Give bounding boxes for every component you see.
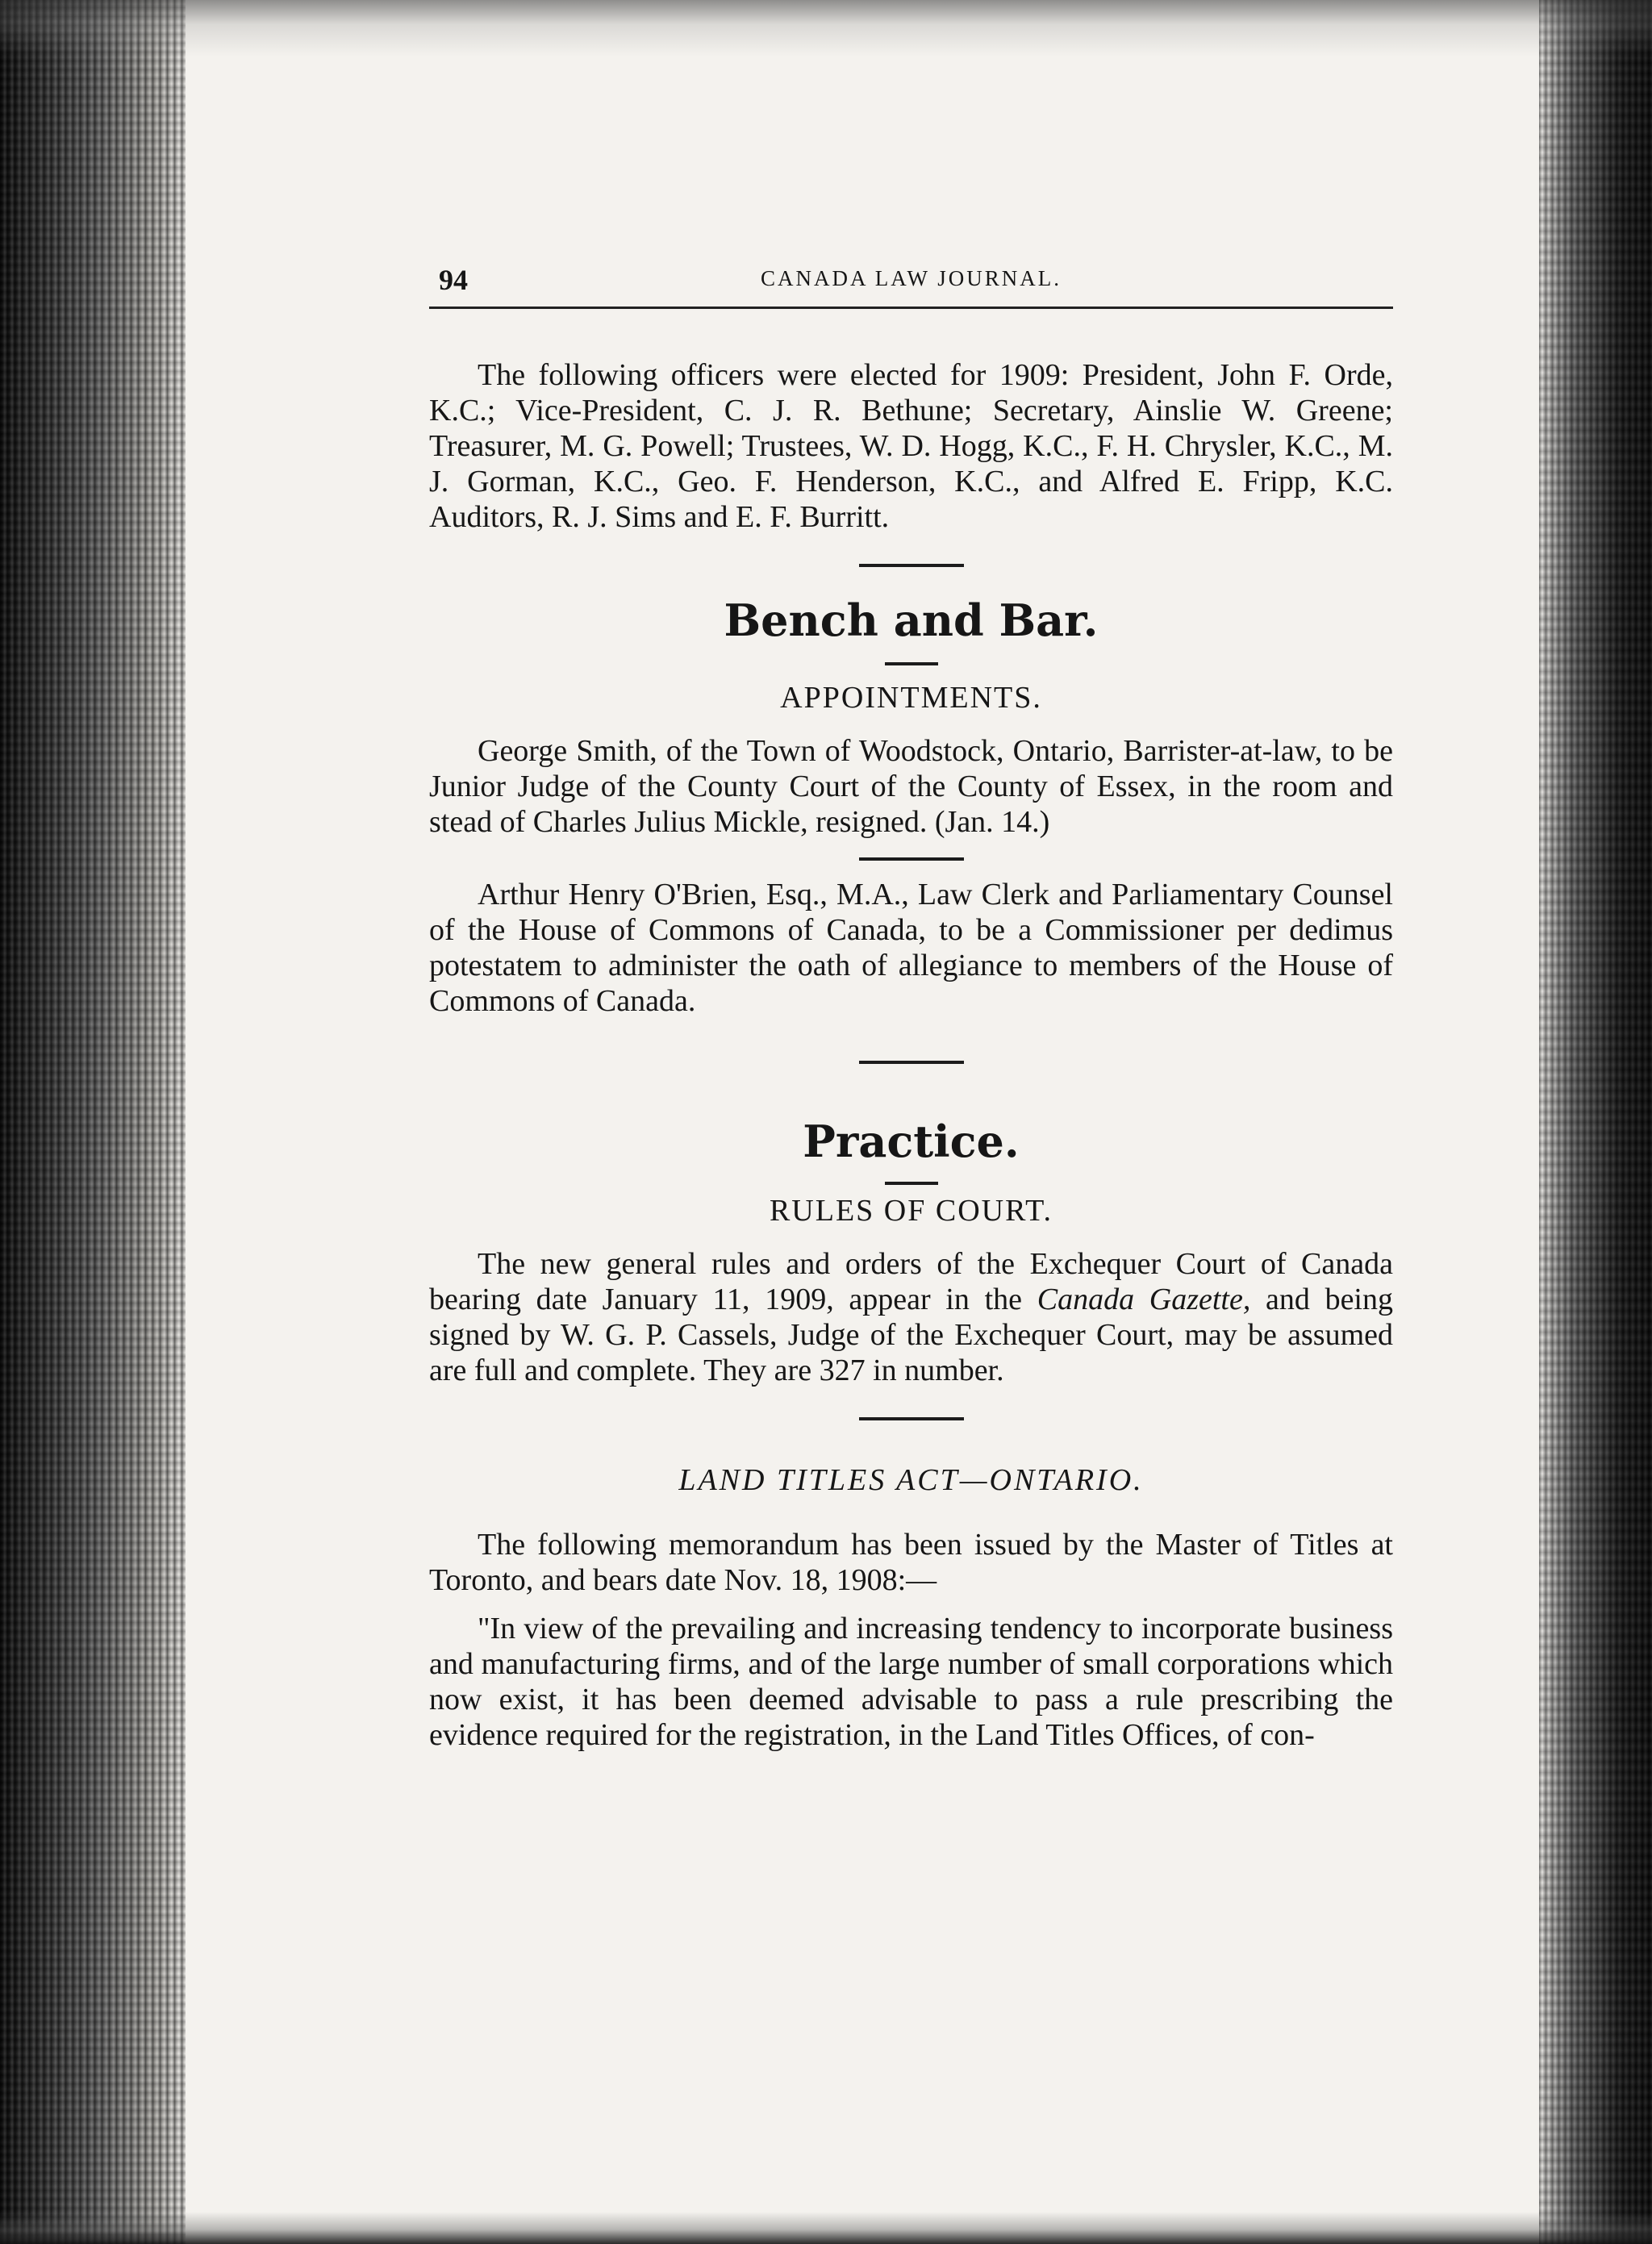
title-divider [885,662,938,665]
appointment-smith: George Smith, of the Town of Woodstock, Ontario, Barrister-at-law, to be Junior Judge of the County Court of the County of Essex, in the room and stead of Charles Julius Mickle, resigned. (Jan. 14.) [429,734,1393,839]
section-divider [859,1061,964,1064]
running-head [429,258,1393,309]
page-content [429,258,1393,1753]
appointment-divider [859,857,964,861]
bench-and-bar-title: Bench and Bar. [724,594,1099,646]
section-divider [859,1417,964,1420]
rules-text-start: The new general rules and orders of the Exchequer Court of Canada bearing date January 11, 1909, appear in the [429,1247,1393,1316]
journal-title: CANADA LAW JOURNAL. [760,266,1062,290]
appointment-obrien: Arthur Henry O'Brien, Esq., M.A., Law Clerk and Parliamentary Counsel of the House of Commons of Canada, to be a Commissioner per dedimus potestatem to administer the oath of allegiance to members of the House of Commons of Canada. [429,878,1393,1018]
title-divider [885,1182,938,1185]
practice-title: Practice. [803,1116,1020,1167]
canada-gazette-title: Canada Gazette, [1037,1283,1251,1316]
rules-of-court-heading: RULES OF COURT. [769,1194,1053,1228]
page-number: 94 [439,264,468,296]
officers-paragraph: The following officers were elected for 1909: President, John F. Orde, K.C.; Vice-President, C. J. R. Bethune; Secretary, Ainslie W. Greene; Treasurer, M. G. Powell; Trustees, W. D. Hogg, K.C., F. H. Chrysler, K.C., M. J. Gorman, K.C., Geo. F. Henderson, K.C., and Alfred E. Fripp, K.C. Auditors, R. J. Sims and E. F. Burritt. [429,358,1393,534]
scan-left-margin [0,0,186,2244]
scan-bottom-margin [0,2212,1652,2244]
rules-text-end: and being signed by W. G. P. Cassels, Judge of the Exchequer Court, may be assumed are full and complete. They are 327 in number. [429,1283,1393,1387]
memorandum-quote: "In view of the prevailing and increasing tendency to incorporate business and manufacturing firms, and of the large number of small corporations which now exist, it has been deemed advisable to pass a rule prescribing the evidence required for the registration, in the Land Titles Offices, of con- [429,1612,1393,1752]
appointments-heading: APPOINTMENTS. [780,681,1042,715]
section-divider [859,564,964,567]
scan-top-margin [0,0,1652,56]
rules-of-court-paragraph [429,1246,1393,1388]
memorandum-intro: The following memorandum has been issued by the Master of Titles at Toronto, and bears date Nov. 18, 1908:— [429,1528,1393,1597]
land-titles-heading: LAND TITLES ACT—ONTARIO. [678,1463,1144,1497]
scan-right-margin [1539,0,1652,2244]
